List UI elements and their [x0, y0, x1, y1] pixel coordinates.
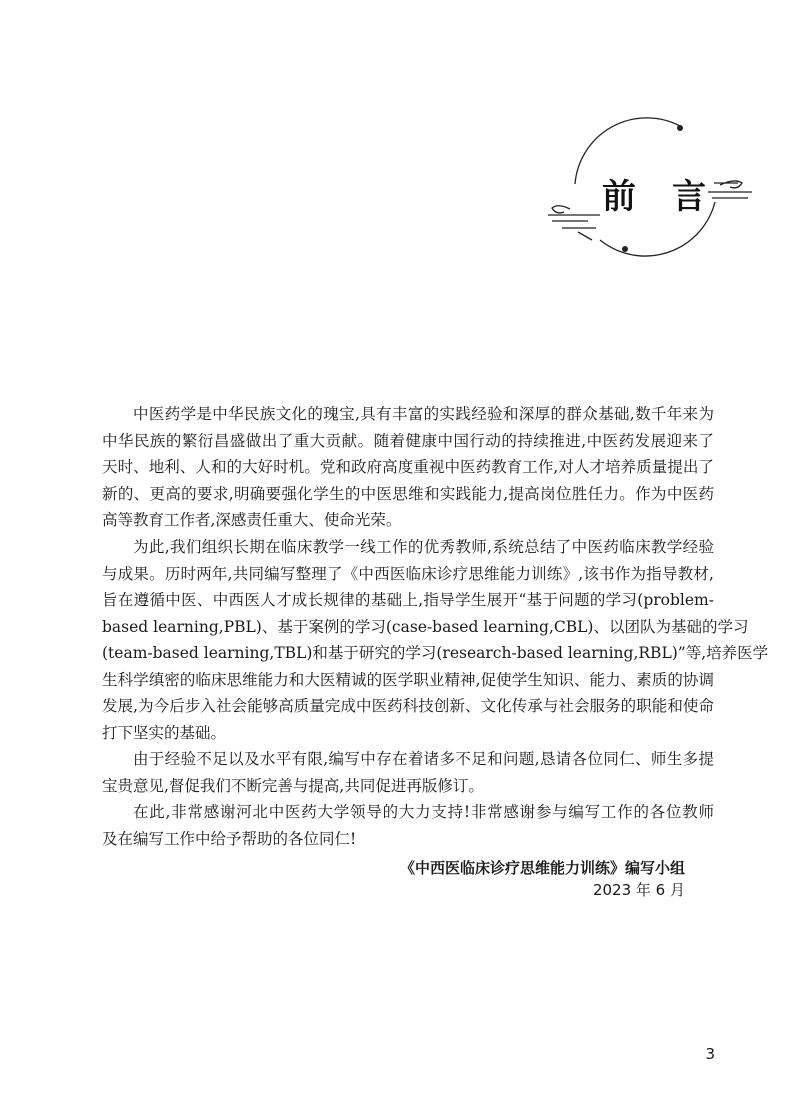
text-line: 打下坚实的基础。 [102, 723, 227, 742]
text-line: 在此,非常感谢河北中医药大学领导的大力支持!非常感谢参与编写工作的各位教师 [133, 803, 714, 821]
heading-ornament [530, 112, 760, 262]
ornament-cloud-left [548, 206, 600, 240]
paragraph-2 [102, 534, 769, 746]
text-line: 新的、更高的要求,明确要强化学生的中医思维和实践能力,提高岗位胜任力。作为中医药 [102, 484, 714, 503]
text-line: 宝贵意见,督促我们不断完善与提高,共同促进再版修订。 [102, 776, 484, 795]
text-line: 中华民族的繁衍昌盛做出了重大贡献。随着健康中国行动的持续推进,中医药发展迎来了 [102, 431, 714, 450]
ornament-dot-top [677, 125, 683, 131]
text-line: 中医药学是中华民族文化的瑰宝,具有丰富的实践经验和深厚的群众基础,数千年来为 [133, 405, 714, 423]
text-line: 生科学缜密的临床思维能力和大医精诚的医学职业精神,促使学生知识、能力、素质的协调 [102, 670, 714, 689]
ornament-arc-top [575, 118, 680, 184]
text-line: 高等教育工作者,深感责任重大、使命光荣。 [102, 511, 402, 529]
text-line: (team-based learning,TBL)和基于研究的学习(research-based learning,RBL)”等,培养医学 [102, 644, 769, 662]
text-line: 由于经验不足以及水平有限,编写中存在着诸多不足和问题,恳请各位同仁、师生多提 [133, 750, 714, 768]
text-line: 与成果。历时两年,共同编写整理了《中西医临床诊疗思维能力训练》,该书作为指导教材, [102, 564, 714, 583]
text-line: 及在编写工作中给予帮助的各位同仁! [102, 829, 357, 848]
text-line: 天时、地利、人和的大好时机。党和政府高度重视中医药教育工作,对人才培养质量提出了 [102, 458, 714, 476]
heading-char-1: 前 [602, 177, 636, 217]
signature-group: 《中西医临床诊疗思维能力训练》编写小组 [399, 859, 685, 877]
ornament-cloud-right [708, 181, 752, 198]
signature-date: 2023 年 6 月 [592, 881, 685, 899]
text-line: 发展,为今后步入社会能够高质量完成中医药科技创新、文化传承与社会服务的职能和使命 [102, 697, 714, 715]
text-line: based learning,PBL)、基于案例的学习(case-based learning,CBL)、以团队为基础的学习 [102, 617, 749, 636]
text-line: 为此,我们组织长期在临床教学一线工作的优秀教师,系统总结了中医药临床教学经验 [133, 538, 714, 556]
paragraph-4 [102, 799, 714, 852]
text-line: 旨在遵循中医、中西医人才成长规律的基础上,指导学生展开“基于问题的学习(problem- [102, 591, 714, 609]
page-number: 3 [705, 1045, 715, 1063]
paragraph-3 [102, 746, 714, 799]
ornament-dot-bottom [622, 246, 628, 252]
heading-char-2: 言 [672, 177, 706, 217]
paragraph-1 [102, 401, 714, 534]
